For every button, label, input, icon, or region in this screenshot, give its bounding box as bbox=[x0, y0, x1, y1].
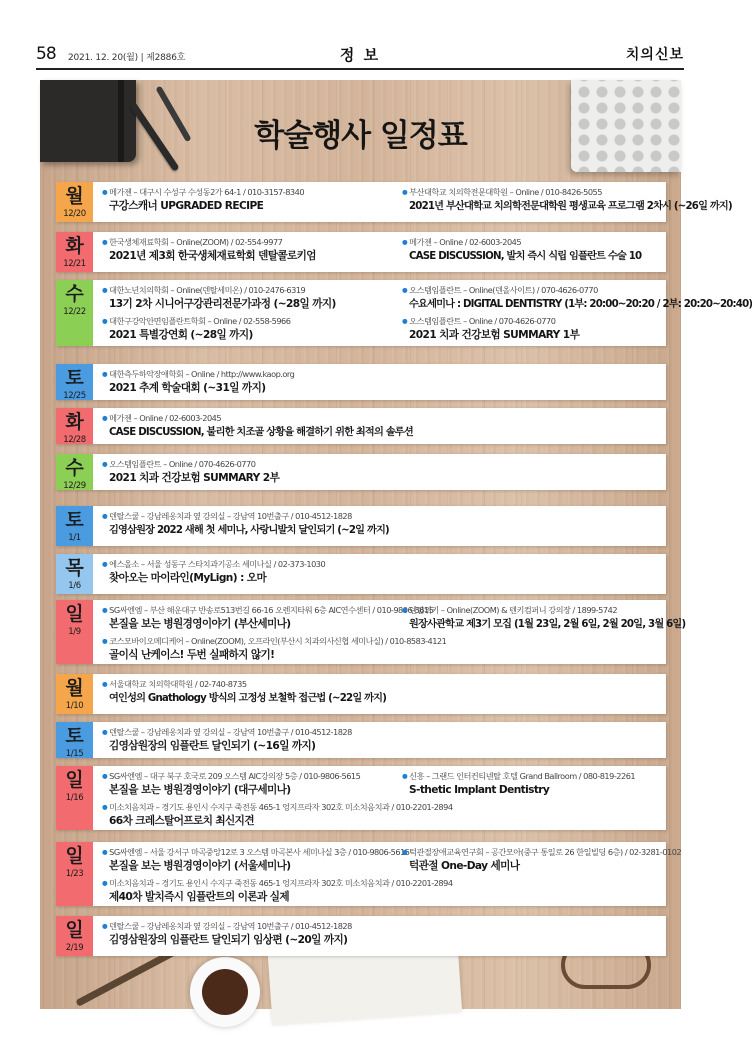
event-item bbox=[102, 801, 453, 829]
event-title: 턱관절 One-Day 세미나 bbox=[409, 860, 520, 872]
event-organizer: ● 에스올소 – 서울 성동구 스타치과기공소 세미나실 / 02-373-1030 bbox=[102, 558, 392, 571]
schedule-row bbox=[56, 674, 666, 714]
event-organizer: ● 오스템임플란트 – Online / 070-4626-0770 bbox=[402, 315, 664, 328]
event-item bbox=[102, 186, 392, 214]
date: 1/15 bbox=[65, 749, 84, 759]
schedule-row bbox=[56, 280, 752, 346]
event-item bbox=[402, 770, 664, 798]
event-item bbox=[102, 458, 392, 486]
event-organizer: ● SG싸엔엠 – 대구 북구 호국로 209 오스템 AIC강의장 5층 / 010-9806-5615 bbox=[102, 770, 392, 783]
event-title: 2021 추계 학술대회 (~31일 까지) bbox=[109, 382, 266, 394]
event-title: 본질을 보는 병원경영이야기 (서울세미나) bbox=[109, 860, 291, 872]
schedule-row bbox=[56, 916, 666, 956]
event-organizer: ● 한국생체재료학회 – Online(ZOOM) / 02-554-9977 bbox=[102, 236, 392, 249]
event-organizer: ● SG싸엔엠 – 서울 강서구 마곡중앙12로 3 오스템 마곡본사 세미나실 3층 / 010-9806-5615 bbox=[102, 846, 392, 859]
event-item bbox=[102, 368, 392, 396]
event-title: 원장사관학교 제3기 모집 (1월 23일, 2월 6일, 2월 20일, 3월 6일) bbox=[409, 619, 686, 630]
date-badge bbox=[56, 364, 93, 400]
date: 1/9 bbox=[68, 627, 81, 637]
date-badge bbox=[56, 408, 93, 444]
event-title: 2021년 부산대학교 치의학전문대학원 평생교육 프로그램 2차시 (~26일 까지) bbox=[409, 201, 732, 212]
left-column bbox=[102, 604, 447, 666]
left-column bbox=[102, 236, 392, 267]
left-column bbox=[102, 770, 453, 832]
date-badge bbox=[56, 506, 93, 546]
weekday: 일 bbox=[65, 769, 84, 791]
date: 1/1 bbox=[68, 533, 81, 543]
event-item bbox=[402, 315, 664, 343]
event-organizer: ● 메가젠 – Online / 02-6003-2045 bbox=[102, 412, 392, 425]
schedule-row bbox=[56, 364, 666, 400]
date-badge bbox=[56, 454, 93, 490]
event-title: 본질을 보는 병원경영이야기 (부산세미나) bbox=[109, 618, 291, 630]
event-item bbox=[102, 284, 392, 312]
date: 1/10 bbox=[65, 701, 84, 711]
left-column bbox=[102, 458, 392, 489]
weekday: 월 bbox=[65, 677, 84, 699]
event-item bbox=[402, 846, 682, 874]
weekday: 수 bbox=[65, 457, 84, 479]
page-number: 58 bbox=[36, 44, 56, 64]
date-badge bbox=[56, 842, 93, 906]
coffee-cup-decoration bbox=[190, 957, 260, 1027]
right-column bbox=[402, 604, 686, 635]
date-badge bbox=[56, 722, 93, 758]
event-item bbox=[102, 770, 392, 798]
date-badge bbox=[56, 600, 93, 664]
event-title: 김영삼원장의 임플란트 달인되기 임상편 (~20일 까지) bbox=[109, 934, 348, 946]
schedule-row bbox=[56, 766, 666, 830]
date: 12/20 bbox=[63, 209, 86, 219]
schedule-panel bbox=[40, 80, 752, 1009]
schedule-row bbox=[56, 506, 666, 546]
weekday: 월 bbox=[65, 185, 84, 207]
left-column bbox=[102, 558, 392, 589]
event-organizer: ● 덴탈위키 – Online(ZOOM) & 텐키컴퍼니 강의장 / 1899-5742 bbox=[402, 604, 664, 617]
event-title: 여인성의 Gnathology 방식의 고정성 보철학 접근법 (~22일 까지) bbox=[109, 693, 387, 704]
weekday: 수 bbox=[65, 283, 84, 305]
event-organizer: ● 코스모바이오메디케어 – Online(ZOOM), 오프라인(부산시 치과의사신협 세미나실) / 010-8583-4121 bbox=[102, 635, 392, 648]
date: 12/25 bbox=[63, 391, 86, 401]
event-organizer: ● 신흥 – 그랜드 인터컨티넨탈 호텔 Grand Ballroom / 080-819-2261 bbox=[402, 770, 664, 783]
event-item bbox=[102, 846, 410, 874]
schedule-row bbox=[56, 842, 682, 906]
event-organizer: ● 미소치음치과 – 경기도 용인시 수지구 죽전동 465-1 엉지프라자 302호 미소치음치과 / 010-2201-2894 bbox=[102, 877, 392, 890]
left-column bbox=[102, 920, 392, 951]
weekday: 일 bbox=[65, 919, 84, 941]
date: 2/19 bbox=[65, 943, 84, 953]
event-title: 13기 2차 시니어구강관리전문가과정 (~28일 까지) bbox=[109, 298, 336, 310]
left-column bbox=[102, 510, 392, 541]
event-item bbox=[402, 604, 686, 632]
date: 12/28 bbox=[63, 435, 86, 445]
newspaper-logo: 치의신보 bbox=[625, 47, 684, 63]
event-title: 찾아오는 마이라인(MyLign) : 오마 bbox=[109, 572, 267, 584]
weekday: 화 bbox=[65, 411, 84, 433]
date: 12/29 bbox=[63, 481, 86, 491]
event-title: 김영삼원장 2022 새해 첫 세미나, 사랑니발치 달인되기 (~2일 까지) bbox=[109, 525, 389, 536]
event-item bbox=[102, 412, 413, 440]
event-item bbox=[102, 236, 392, 264]
schedule-row bbox=[56, 182, 732, 222]
page-header bbox=[36, 40, 684, 70]
schedule-row bbox=[56, 232, 666, 272]
event-organizer: ● 덴탈스쿨 – 강남레옹치과 옆 강의실 – 강남역 10번출구 / 010-4512-1828 bbox=[102, 510, 392, 523]
event-organizer: ● SG싸엔엠 – 부산 해운대구 반송로513번길 66-16 오렌지타워 6층 AIC연수센터 / 010-9806-5615 bbox=[102, 604, 392, 617]
weekday: 토 bbox=[65, 509, 84, 531]
schedule-row bbox=[56, 554, 666, 594]
event-title: CASE DISCUSSION, 불리한 치조골 상황을 해결하기 위한 최적의 솔루션 bbox=[109, 427, 413, 438]
event-title: 2021 치과 건강보험 SUMMARY 2부 bbox=[109, 472, 280, 484]
weekday: 일 bbox=[65, 603, 84, 625]
event-organizer: ● 덴탈스쿨 – 강남레옹치과 옆 강의실 – 강남역 10번출구 / 010-4512-1828 bbox=[102, 920, 392, 933]
date-badge bbox=[56, 232, 93, 272]
date-badge bbox=[56, 766, 93, 830]
event-title: 수요세미나 : DIGITAL DENTISTRY (1부: 20:00~20:20 / 2부: 20:20~20:40) bbox=[409, 299, 752, 310]
weekday: 목 bbox=[65, 557, 84, 579]
date: 1/6 bbox=[68, 581, 81, 591]
weekday: 화 bbox=[65, 235, 84, 257]
event-title: 2021 특별강연회 (~28일 까지) bbox=[109, 329, 253, 341]
event-title: 2021 치과 건강보험 SUMMARY 1부 bbox=[409, 329, 580, 341]
event-organizer: ● 대한구강악안면임플란트학회 – Online / 02-558-5966 bbox=[102, 315, 392, 328]
event-organizer: ● 메가젠 – Online / 02-6003-2045 bbox=[402, 236, 664, 249]
event-organizer: ● 대한측두하악장애학회 – Online / http://www.kaop.org bbox=[102, 368, 392, 381]
event-item bbox=[402, 236, 664, 264]
event-title: CASE DISCUSSION, 발치 즉시 식립 임플란트 수술 10 bbox=[409, 251, 642, 262]
left-column bbox=[102, 846, 453, 908]
weekday: 일 bbox=[65, 845, 84, 867]
event-organizer: ● 서울대학교 치의학대학원 / 02-740-8735 bbox=[102, 678, 392, 691]
event-item bbox=[402, 284, 752, 312]
right-column bbox=[402, 284, 752, 346]
event-organizer: ● 덴탈스쿨 – 강남레옹치과 옆 강의실 – 강남역 10번출구 / 010-4512-1828 bbox=[102, 726, 392, 739]
event-organizer: ● 부산대학교 치의학전문대학원 – Online / 010-8426-5055 bbox=[402, 186, 664, 199]
event-title: 66차 크레스탈어프로치 최신지견 bbox=[109, 815, 254, 827]
schedule-row bbox=[56, 454, 666, 490]
left-column bbox=[102, 368, 392, 399]
right-column bbox=[402, 186, 732, 217]
event-title: 2021년 제3회 한국생체재료학회 덴탈콜로키엄 bbox=[109, 250, 316, 262]
date: 12/22 bbox=[63, 307, 86, 317]
event-title: 김영삼원장의 임플란트 달인되기 (~16일 까지) bbox=[109, 740, 316, 752]
event-item bbox=[102, 604, 434, 632]
event-item bbox=[102, 635, 447, 663]
date-badge bbox=[56, 916, 93, 956]
event-item bbox=[102, 920, 392, 948]
right-column bbox=[402, 846, 682, 877]
left-column bbox=[102, 186, 392, 217]
event-organizer: ● 오스템임플란트 – Online / 070-4626-0770 bbox=[102, 458, 392, 471]
event-organizer: ● 오스템임플란트 – Online(덴올사이트) / 070-4626-0770 bbox=[402, 284, 664, 297]
event-item bbox=[102, 315, 392, 343]
left-column bbox=[102, 284, 392, 346]
date-badge bbox=[56, 280, 93, 346]
event-title: 본질을 보는 병원경영이야기 (대구세미나) bbox=[109, 784, 291, 796]
event-item bbox=[102, 877, 453, 905]
date: 1/16 bbox=[65, 793, 84, 803]
right-column bbox=[402, 770, 664, 801]
date-badge bbox=[56, 182, 93, 222]
date-badge bbox=[56, 554, 93, 594]
event-organizer: ● 미소치음치과 – 경기도 용인시 수지구 죽전동 465-1 엉지프라자 302호 미소치음치과 / 010-2201-2894 bbox=[102, 801, 392, 814]
event-item bbox=[102, 558, 392, 586]
schedule-row bbox=[56, 408, 666, 444]
section-title: 정 보 bbox=[339, 46, 381, 64]
weekday: 토 bbox=[65, 725, 84, 747]
left-column bbox=[102, 678, 392, 709]
event-item bbox=[402, 186, 732, 214]
right-column bbox=[402, 236, 664, 267]
event-organizer: ● 턱관절장애교육연구회 – 공간모아(중구 통일로 26 한일빌딩 6층) / 02-3281-0102 bbox=[402, 846, 664, 859]
event-title: 골이식 난케이스! 두번 실패하지 않기! bbox=[109, 649, 275, 661]
date-badge bbox=[56, 674, 93, 714]
schedule-row bbox=[56, 722, 666, 758]
schedule-row bbox=[56, 600, 686, 664]
event-organizer: ● 대한노년치의학회 – Online(덴탈세미온) / 010-2476-6319 bbox=[102, 284, 392, 297]
page-title: 학술행사 일정표 bbox=[254, 118, 467, 154]
left-column bbox=[102, 412, 413, 443]
event-item bbox=[102, 678, 392, 706]
event-item bbox=[102, 726, 392, 754]
event-title: 구강스캐너 UPGRADED RECIPE bbox=[109, 200, 264, 212]
left-column bbox=[102, 726, 392, 757]
date: 12/21 bbox=[63, 259, 86, 269]
date: 1/23 bbox=[65, 869, 84, 879]
event-organizer: ● 메가젠 – 대구시 수성구 수성동2가 64-1 / 010-3157-8340 bbox=[102, 186, 392, 199]
event-item bbox=[102, 510, 392, 538]
event-title: S-thetic Implant Dentistry bbox=[409, 784, 550, 796]
weekday: 토 bbox=[65, 367, 84, 389]
event-title: 제40차 발치즉시 임플란트의 이론과 실제 bbox=[109, 891, 290, 903]
issue-date: 2021. 12. 20(월) | 제2886호 bbox=[68, 53, 186, 63]
